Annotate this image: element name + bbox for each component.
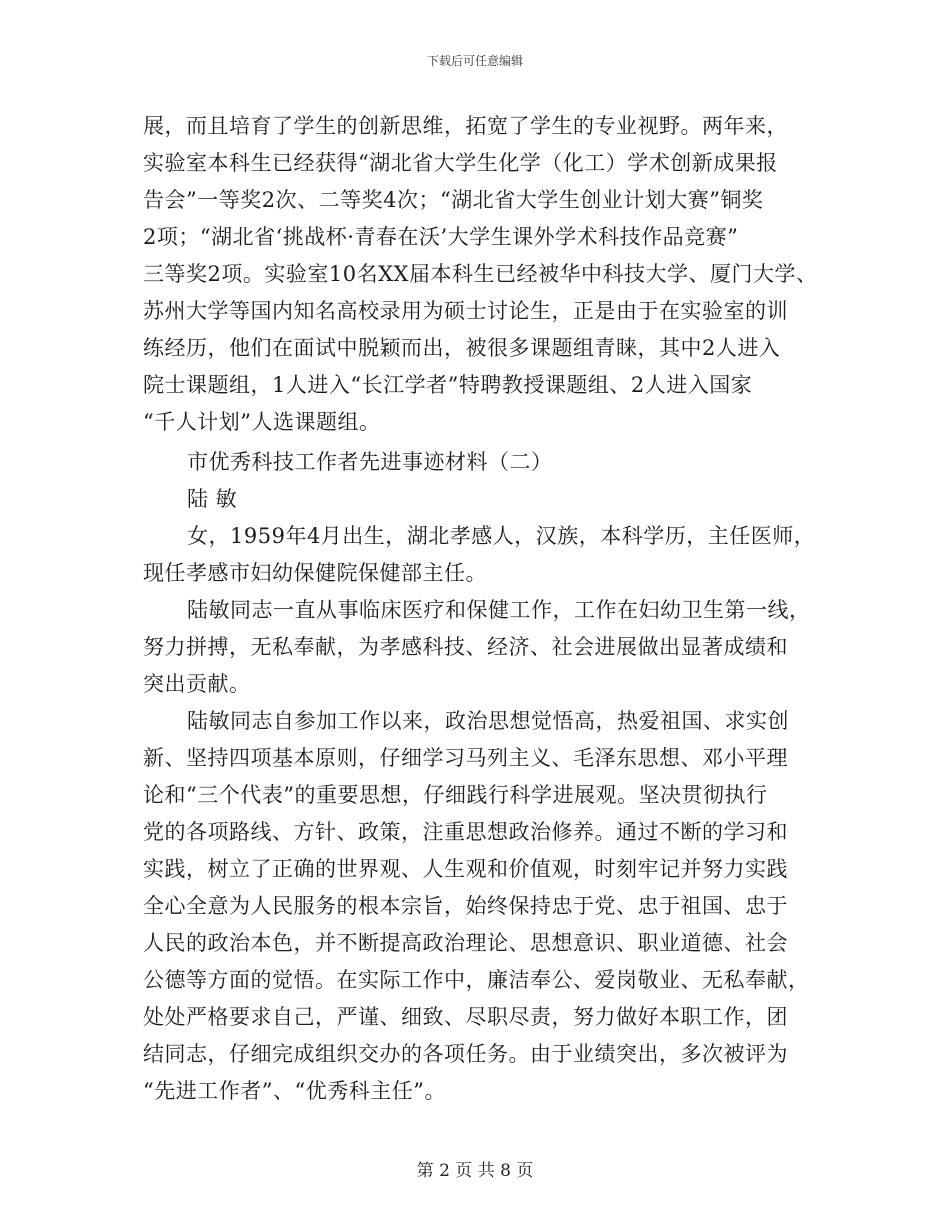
- paragraph-line: 公德等方面的觉悟。在实际工作中，廉洁奉公、爱岗敬业、无私奉献，: [143, 968, 810, 992]
- paragraph-line: 处处严格要求自己，严谨、细致、尽职尽责，努力做好本职工作，团: [143, 1005, 788, 1029]
- paragraph-line: 人民的政治本色，并不断提高政治理论、思想意识、职业道德、社会: [143, 931, 788, 955]
- paragraph-line: 陆敏同志自参加工作以来，政治思想觉悟高，热爱祖国、求实创: [187, 709, 789, 733]
- paragraph-line: 三等奖2项。实验室10名XX届本科生已经被华中科技大学、厦门大学、: [143, 262, 818, 286]
- paragraph-line: 院士课题组，1人进入“长江学者”特聘教授课题组、2人进入国家: [143, 373, 753, 397]
- page-header: 下载后可任意编辑: [426, 54, 523, 68]
- paragraph-line: 告会”一等奖2次、二等奖4次；“湖北省大学生创业计划大赛”铜奖: [143, 188, 764, 212]
- paragraph-line: 现任孝感市妇幼保健院保健部主任。: [143, 561, 487, 585]
- paragraph-line: 苏州大学等国内知名高校录用为硕士讨论生，正是由于在实验室的训: [143, 299, 788, 323]
- page-footer: 第 2 页 共 8 页: [416, 1161, 534, 1181]
- paragraph-line: 2项；“湖北省‘挑战杯·青春在沃’大学生课外学术科技作品竞赛”: [143, 225, 739, 249]
- paragraph-line: 陆敏同志一直从事临床医疗和保健工作，工作在妇幼卫生第一线，: [187, 598, 811, 622]
- person-name: 陆 敏: [187, 487, 238, 511]
- paragraph-line: 实践，树立了正确的世界观、人生观和价值观，时刻牢记并努力实践: [143, 857, 788, 881]
- paragraph-line: 实验室本科生已经获得“湖北省大学生化学（化工）学术创新成果报: [143, 151, 778, 175]
- paragraph-line: 努力拼搏，无私奉献，为孝感科技、经济、社会进展做出显著成绩和: [143, 635, 788, 659]
- section-title: 市优秀科技工作者先进事迹材料（二）: [187, 450, 553, 474]
- paragraph-line: 论和“三个代表”的重要思想，仔细践行科学进展观。坚决贯彻执行: [143, 783, 768, 807]
- paragraph-line: “千人计划”人选课题组。: [143, 410, 381, 434]
- paragraph-line: 展，而且培育了学生的创新思维，拓宽了学生的专业视野。两年来，: [143, 114, 788, 138]
- paragraph-line: 练经历，他们在面试中脱颖而出，被很多课题组青睐，其中2人进入: [143, 336, 781, 360]
- paragraph-line: 新、坚持四项基本原则，仔细学习马列主义、毛泽东思想、邓小平理: [143, 746, 788, 770]
- paragraph-line: 全心全意为人民服务的根本宗旨，始终保持忠于党、忠于祖国、忠于: [143, 894, 788, 918]
- paragraph-line: “先进工作者”、“优秀科主任”。: [143, 1079, 446, 1103]
- paragraph-line: 党的各项路线、方针、政策，注重思想政治修养。通过不断的学习和: [143, 820, 788, 844]
- paragraph-line: 结同志，仔细完成组织交办的各项任务。由于业绩突出，多次被评为: [143, 1042, 788, 1066]
- paragraph-line: 突出贡献。: [143, 672, 251, 696]
- paragraph-line: 女，1959年4月出生，湖北孝感人，汉族，本科学历，主任医师，: [187, 524, 816, 548]
